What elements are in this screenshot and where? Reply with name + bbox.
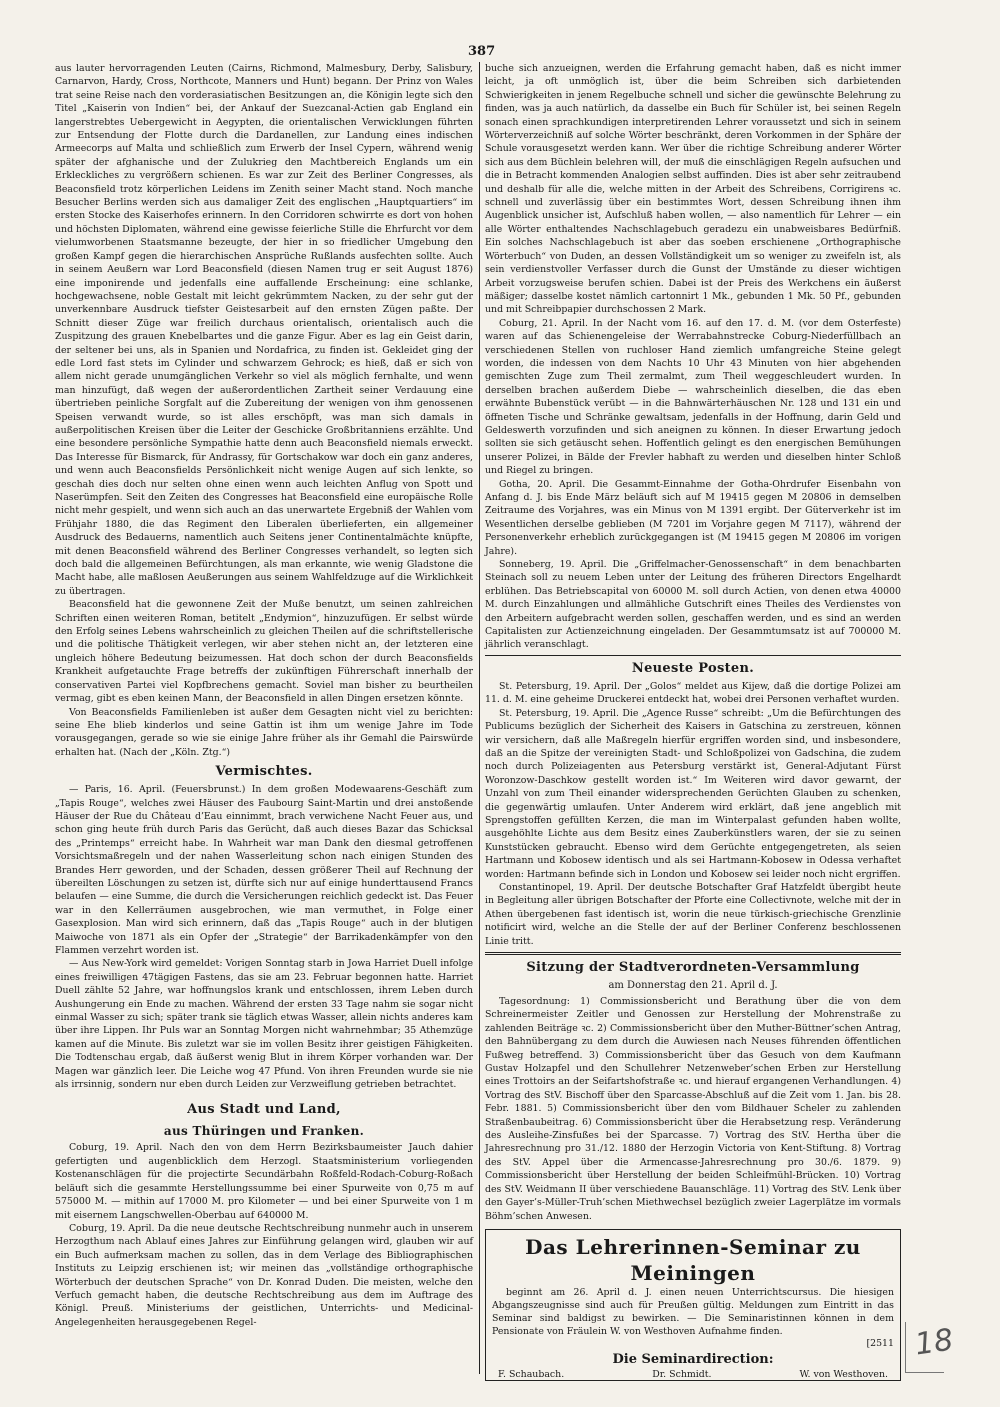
page-number: 387: [468, 44, 496, 59]
section-rule: [485, 655, 901, 656]
article-petersburg-agence: St. Petersburg, 19. April. Die „Agence Russe“ schreibt: „Um die Befürchtungen des Publicums bezüglich der Sicherheit des Kaisers in Gatschina zu zerstreuen, können wir versichern, daß alle Maßregeln hierfür ergriffen worden sind, und insbesondere, daß an die Spitze der vereinigten Stadt- und Schloßpolizei von Gadschina, die zudem noch durch Polizeiagenten aus Petersburg verstärkt ist, General-Adjutant Fürst Woronzow-Daschkow gestellt worden ist.“ Im Weiteren wird davor gewarnt, der Unzahl von zum Theil einander widersprechenden Gerüchten Glauben zu schenken, die gegenwärtig umlaufen. Unter Anderem wird erklärt, daß jene angeblich mit Sprengstoffen gefüllten Kerzen, die man im Winterpalast gefunden haben wollte, ausgehöhlte Lichte aus dem Besitz eines Zauberkünstlers waren, der sie zu seinen Kunststücken gebraucht. Ebenso wird dem Gerüchte entgegengetreten, als seien Hartmann und Kobosew identisch und als sei Hartmann-Kobosew in Odessa verhaftet worden: Hartmann befinde sich in London und Kobosew sei leider noch nicht ergriffen.: [485, 707, 901, 880]
article-paris: — Paris, 16. April. (Feuersbrunst.) In dem großen Modewaarens-Geschäft zum „Tapis Rouge“, welches zwei Häuser des Faubourg Saint-Martin und drei anstoßende Häuser der Rue du Château d’Eau einnimmt, brach verwichene Nacht Feuer aus, und schon ging heute früh durch Paris das Gerücht, daß auch dieses Bazar das Schicksal des „Printemps“ erreicht habe. In Wahrheit war man Dank den diesmal getroffenen Vorsichtsmaßregeln und der nahen Wasserleitung schon nach einigen Stunden des Brandes Herr geworden, und der Schaden, dessen größerer Theil auf Rechnung der übereilten Löschungen zu setzen ist, dürfte sich nur auf einige hunderttausend Francs belaufen — eine Summe, die durch die Versicherungen reichlich gedeckt ist. Das Feuer war in den Kellerräumen ausgebrochen, wie man vermuthet, in Folge einer Gasexplosion. Man wird sich erinnern, daß das „Tapis Rouge“ auch in der blutigen Maiwoche von 1871 als ein Opfer der „Strategie“ der Barrikadenkämpfer von den Flammen verzehrt worden ist.: [55, 784, 473, 956]
advertisement-text: beginnt am 26. April d. J. einen neuen Unterrichtscursus. Die hiesigen Abgangszeugnisse sind auch für Preußen gültig. Meldungen zum Eintritt in das Seminar sind baldigst zu bewirken. — Die Seminaristinnen können in dem Pensionate von Fräulein W. von Westhoven Aufnahme finden.: [492, 1286, 894, 1337]
article-beaconsfield-paragraph: aus lauter hervorragenden Leuten (Cairns, Richmond, Malmesbury, Derby, Salisbury, Carnarvon, Hardy, Cross, Northcote, Manners und Hunt) begann. Der Prinz von Wales trat seine Reise nach den vorderasiatischen Besitzungen an, die Königin legte sich den Titel „Kaiserin von Indien“ bei, der Ankauf der Suezcanal-Actien gab England ein langerstrebtes Uebergewicht in Aegypten, die orientalischen Verwicklungen führten zur Entsendung der Flotte durch die Dardanellen, zur Landung eines indischen Armeecorps auf Malta und schließlich zum Erwerb der Insel Cypern, während wenig später der afghanische und der Zulukrieg den Machtbereich Englands um ein Erkleckliches zu vergrößern schienen. Es war zur Zeit des Berliner Congresses, als Beaconsfield trotz körperlichen Leidens im Zenith seiner Macht stand. Noch manche Besucher Berlins werden sich aus damaliger Zeit des englischen „Hauptquartiers“ im ersten Stocke des Kaiserhofes erinnern. In den Corridoren schwirrte es dort von hohen und höchsten Diplomaten, während eine gewisse feierliche Stille die Ehrfurcht vor dem vielumworbenen Staatsmanne bezeugte, der hier in so friedlicher Umgebung den großen Kampf gegen die hierarchischen Ansprüche Rußlands ausfechten sollte. Auch in seinem Aeußern war Lord Beaconsfield (diesen Namen trug er seit August 1876) eine imponirende und jedenfalls eine auffallende Erscheinung: eine schlanke, hochgewachsene, noble Gestalt mit leicht gekrümmtem Nacken, zu der sehr gut der unverkennbare Ausdruck tiefster Geistesarbeit auf den ernsten Zügen paßte. Der Schnitt dieser Züge war freilich durchaus orientalisch, orientalisch auch die Zuspitzung des grauen Knebelbartes und die ganze Figur. Aber es lag ein Geist darin, der seltener bei uns, als in Spanien und Nordafrica, zu finden ist. Gekleidet ging der edle Lord fast stets im Cylinder und schwarzem Gehrock; es hieß, daß er sich von allem nicht gerade unumgänglichen Verkehr so viel als möglich fernhalte, und wenn man hinzufügt, daß wegen der außerordentlichen Zartheit seiner Verdauung eine übertrieben peinliche Sorgfalt auf die Zubereitung der wenigen von ihm genossenen Speisen verwandt wurde, so ist alles erschöpft, was man sich damals in außerpolitischen Kreisen über die Leiter der Geschicke Großbritanniens erzählte. Und eine besondere persönliche Sympathie hatte denn auch Beaconsfield niemals erweckt. Das Interesse für Bismarck, für Andrassy, für Gortschakow war doch ein ganz anderes, und wenn auch Beaconsfields Persönlichkeit nicht wenige Augen auf sich lenkte, so geschah dies doch nur selten ohne einen wenn auch leichten Anflug von Spott und Naserümpfen. Seit den Zeiten des Congresses hat Beaconsfield eine europäische Rolle nicht mehr gespielt, und wenn sich auch an das unerwartete Ergebniß der Wahlen vom Frühjahr 1880, die das Regiment den Liberalen überlieferten, ein allgemeiner Ausdruck des Bedauerns, namentlich auch Seitens jener Continentalmächte knüpfte, mit denen Beaconsfield während des Berliner Congresses verhandelt, so legten sich doch bald die allgemeinen Befürchtungen, als man erkannte, wie wenig Gladstone die Macht habe, alle maßlosen Aeußerungen aus seinem Wahlfeldzuge auf die Wirklichkeit zu übertragen.: [55, 63, 473, 597]
article-constantinopel: Constantinopel, 19. April. Der deutsche Botschafter Graf Hatzfeldt übergibt heute in Begleitung aller übrigen Botschafter der Pforte eine Collectivnote, welche mit der in Athen übergebenen fast identisch ist, worin die neue türkisch-griechische Grenzlinie notificirt wird, welche an die Stelle der auf der Berliner Conferenz beschlossenen Linie tritt.: [485, 881, 901, 947]
advertisement-signatures: [492, 1369, 894, 1380]
article-beaconsfield-paragraph: Von Beaconsfields Familienleben ist außer dem Gesagten nicht viel zu berichten: seine Ehe blieb kinderlos und seine Gattin ist ihm um wenige Jahre im Tode vorausgegangen, gerade so wie sie einige Jahre früher als ihr Gemahl die Pairswürde erhalten hat. (Nach der „Köln. Ztg.“): [55, 706, 473, 758]
advertisement-seminar: [485, 1229, 901, 1381]
advertisement-reference: [2511: [866, 1337, 894, 1349]
handwritten-page-note: 18: [912, 1322, 956, 1363]
signature-name: W. von Westhoven.: [799, 1368, 888, 1380]
section-heading-sitzung: Sitzung der Stadtverordneten-Versammlung: [526, 960, 860, 975]
section-rule: [485, 952, 901, 955]
article-coburg-duden: Coburg, 19. April. Da die neue deutsche Rechtschreibung nunmehr auch in unserem Herzogthum nach Ablauf eines Jahres zur Einführung gelangen wird, glauben wir auf ein Buch aufmerksam machen zu sollen, das in dem Verlage des Bibliographischen Instituts zu Leipzig erschienen ist; wir meinen das „vollständige orthographische Wörterbuch der deutschen Sprache“ von Dr. Konrad Duden. Die meisten, welche den Verfuch gemacht haben, die deutsche Rechtschreibung aus dem im Auftrage des Königl. Preuß. Ministeriums der geistlichen, Unterrichts- und Medicinal-Angelegenheiten herausgegebenen Regel-: [55, 1222, 473, 1328]
article-newyork: — Aus New-York wird gemeldet: Vorigen Sonntag starb in Jowa Harriet Duell infolge eines freiwilligen 47tägigen Fastens, das sie am 23. Februar begonnen hatte. Harriet Duell zählte 52 Jahre, war hoffnungslos krank und entschlossen, ihrem Leben durch Aushungerung ein Ende zu machen. Während der ersten 33 Tage nahm sie sogar nicht einmal Wasser zu sich; später trank sie täglich etwas Wasser, allein nichts anderes kam über ihre Lippen. Ihr Puls war an Sonntag Morgen nicht wahrnehmbar; 35 Athemzüge kamen auf die Minute. Bis zuletzt war sie im vollen Besitz ihrer geistigen Fähigkeiten. Die Todtenschau ergab, daß äußerst wenig Blut in ihrem Körper vorhanden war. Der Magen war gänzlich leer. Die Leiche wog 47 Pfund. Von ihren Freunden wurde sie nie als irrsinnig, sondern nur eben durch Leiden zur Verzweiflung getrieben betrachtet.: [55, 958, 473, 1091]
right-column: [485, 62, 901, 1380]
newspaper-page: [55, 62, 901, 1380]
signature-name: Dr. Schmidt.: [652, 1368, 712, 1380]
section-heading-neueste-posten: Neueste Posten.: [631, 660, 755, 676]
article-coburg-railway: Coburg, 21. April. In der Nacht vom 16. auf den 17. d. M. (vor dem Osterfeste) waren auf das Schienengeleise der Werrabahnstrecke Coburg-Niederfüllbach an verschiedenen Stellen von ruchloser Hand ziemlich umfangreiche Steine gelegt worden, die indessen von dem Nachts 10 Uhr 43 Minuten von hier abgehenden gemischten Zuge zum Theil zermalmt, zum Theil weggeschleudert wurden. In derselben brachen außerdem Diebe — wahrscheinlich dieselben, die das eben erwähnte Bubenstück verübt — in die Bahnwärterhäuschen Nr. 128 und 131 ein und öffneten Tische und Schränke gewaltsam, jedenfalls in der Hoffnung, darin Geld und Geldeswerth vorzufinden und sich aneignen zu können. In dieser Erwartung jedoch sollten sie sich getäuscht sehen. Hoffentlich gelingt es den energischen Bemühungen unserer Polizei, in Bälde der Frevler habhaft zu werden und dieselben hinter Schloß und Riegel zu bringen.: [485, 317, 901, 477]
advertisement-title: Das Lehrerinnen-Seminar zu Meiningen: [525, 1234, 861, 1285]
article-duden-continued: buche sich anzueignen, werden die Erfahrung gemacht haben, daß es nicht immer leicht, ja oft unmöglich ist, über die beim Schreiben sich darbietenden Schwierigkeiten in jenem Regelbuche schnell und sicher die gewünschte Belehrung zu finden, was ja auch natürlich, da dasselbe ein Buch für Schüler ist, bei seinen Regeln sonach einen sprachkundigen interpretirenden Lehrer voraussetzt und sich in seinem Wörterverzeichniß auf solche Wörter beschränkt, deren Vorkommen in der Sphäre der Schule vorausgesetzt werden kann. Wer über die richtige Schreibung anderer Wörter sich aus dem Büchlein belehren will, der muß die einschlägigen Regeln aufsuchen und die in Betracht kommenden Analogien selbst auffinden. Dies ist aber sehr zeitraubend und deshalb für alle die, welche mitten in der Arbeit des Schreibens, Corrigirens ꝛc. schnell und zuverlässig über ein bestimmtes Wort, dessen Schreibung ihnen ihm Augenblick unsicher ist, Aufschluß haben wollen, — also namentlich für Lehrer — ein alle Wörter enthaltendes Nachschlagebuch geradezu ein unabweisbares Bedürfniß. Ein solches Nachschlagebuch ist aber das soeben erschienene „Orthographische Wörterbuch“ von Duden, an dessen Vollständigkeit um so weniger zu zweifeln ist, als sein verdienstvoller Verfasser durch die Gunst der Umstände zu dieser wichtigen Arbeit vorzugsweise berufen schien. Dabei ist der Preis des Werkchens ein äußerst mäßiger; dasselbe kostet nämlich cartonnirt 1 Mk., gebunden 1 Mk. 50 Pf., gebunden und mit Schreibpapier durchschossen 2 Mark.: [485, 63, 901, 316]
article-beaconsfield-paragraph: Beaconsfield hat die gewonnene Zeit der Muße benutzt, um seinen zahlreichen Schriften einen weiteren Roman, betitelt „Endymion“, hinzuzufügen. Er selbst würde den Erfolg seines Lebens wahrscheinlich zu gleichen Theilen auf die schriftstellerische und die politische Thätigkeit verlegen, wir aber stehen nicht an, der letzteren eine ungleich höhere Bedeutung beizumessen. Hat doch schon der durch Beaconsfields Krankheit aufgetauchte Frage betreffs der zukünftigen Führerschaft innerhalb der conservativen Partei viel Kopfbrechens gemacht. Soviel man bisher zu beurtheilen vermag, gibt es eben keinen Mann, der Beaconsfield in allen Dingen ersetzen könnte.: [55, 599, 473, 705]
column-divider: [479, 62, 480, 1374]
article-tagesordnung: Tagesordnung: 1) Commissionsbericht und Berathung über die von dem Schreinermeister Zeitler und Genossen zur Herstellung der Mohrenstraße zu zahlenden Beiträge ꝛc. 2) Commissionsbericht über den Muther-Büttner’schen Antrag, den Bahnübergang zu dem durch die Auwiesen nach Neuses führenden öffentlichen Fußweg betreffend. 3) Commissionsbericht über das Gesuch von dem Kaufmann Gustav Holzapfel und den Schullehrer Netzenweber’schen Erben zur Herstellung eines Trottoirs an der Seifartshofstraße ꝛc. und hierauf ergangenen Verhandlungen. 4) Vortrag des StV. Bischoff über den Sparcasse-Abschluß auf die Zeit vom 1. Jan. bis 28. Febr. 1881. 5) Commissionsbericht über den vom Bildhauer Scheler zu zahlenden Straßenbaubeitrag. 6) Commissionsbericht über die Herabsetzung resp. Veränderung des Ausleihe-Zinsfußes bei der Sparcasse. 7) Vortrag des StV. Hertha über die Jahresrechnung pro 31./12. 1880 der Herzogin Victoria von Kent-Stiftung. 8) Vortrag des StV. Appel über die Armencasse-Jahresrechnung pro 30./6. 1879. 9) Commissionsbericht über Herstellung der beiden Schleifmühl-Brücken. 10) Vortrag des StV. Weidmann II über verschiedene Bauanschläge. 11) Vortrag des StV. Lenk über den Gayer’s-Müller-Truh’schen Miethwechsel bezüglich zweier Lagerplätze im vormals Böhm’schen Anwesen.: [485, 996, 901, 1222]
section-subheading-sitzung-date: am Donnerstag den 21. April d. J.: [608, 980, 778, 991]
signature-name: F. Schaubach.: [498, 1368, 565, 1380]
section-subheading-thueringen: aus Thüringen und Franken.: [163, 1124, 365, 1139]
advertisement-signature-title: Die Seminardirection:: [612, 1351, 774, 1367]
section-heading-vermischtes: Vermischtes.: [215, 764, 313, 780]
section-heading-stadt-land: Aus Stadt und Land,: [187, 1102, 341, 1118]
left-column: [55, 62, 473, 1374]
article-coburg-bahn: Coburg, 19. April. Nach den von dem Herrn Bezirksbaumeister Jauch dahier gefertigten und augenblicklich dem Herzogl. Staatsministerium vorliegenden Kostenanschlägen für die projectirte Secundärbahn Roßfeld-Rodach-Coburg-Roßach beläuft sich die gesammte Herstellungssumme bei einer Spurweite von 0,75 m auf 575000 M. — mithin auf 17000 M. pro Kilometer — und bei einer Spurweite von 1 m mit eisernem Langschwellen-Oberbau auf 640000 M.: [55, 1142, 473, 1221]
article-sonneberg: Sonneberg, 19. April. Die „Griffelmacher-Genossenschaft“ in dem benachbarten Steinach soll zu neuem Leben unter der Leitung des früheren Directors Engelhardt erblühen. Das Betriebscapital von 60000 M. soll durch Actien, von denen etwa 40000 M. durch Einzahlungen und allmähliche Gutschrift eines Theiles des Verdienstes von den Arbeitern aufgebracht werden sollen, geschaffen werden, und es sind an werden Capitalisten zur Actienzeichnung eingeladen. Der Gesammtumsatz ist auf 700000 M. jährlich veranschlagt.: [485, 559, 901, 651]
article-petersburg-golos: St. Petersburg, 19. April. Der „Golos“ meldet aus Kijew, daß die dortige Polizei am 11. d. M. eine geheime Druckerei entdeckt hat, wobei drei Personen verhaftet wurden.: [485, 680, 901, 706]
article-gotha: Gotha, 20. April. Die Gesammt-Einnahme der Gotha-Ohrdrufer Eisenbahn von Anfang d. J. bis Ende März beläuft sich auf M 19415 gegen M 20806 in demselben Zeitraume des Vorjahres, was ein Minus von M 1391 ergibt. Der Güterverkehr ist im Wesentlichen derselbe geblieben (M 7201 im Vorjahre gegen M 7117), während der Personenverkehr erheblich zurückgegangen ist (M 19415 gegen M 20806 im vorigen Jahre).: [485, 478, 901, 557]
